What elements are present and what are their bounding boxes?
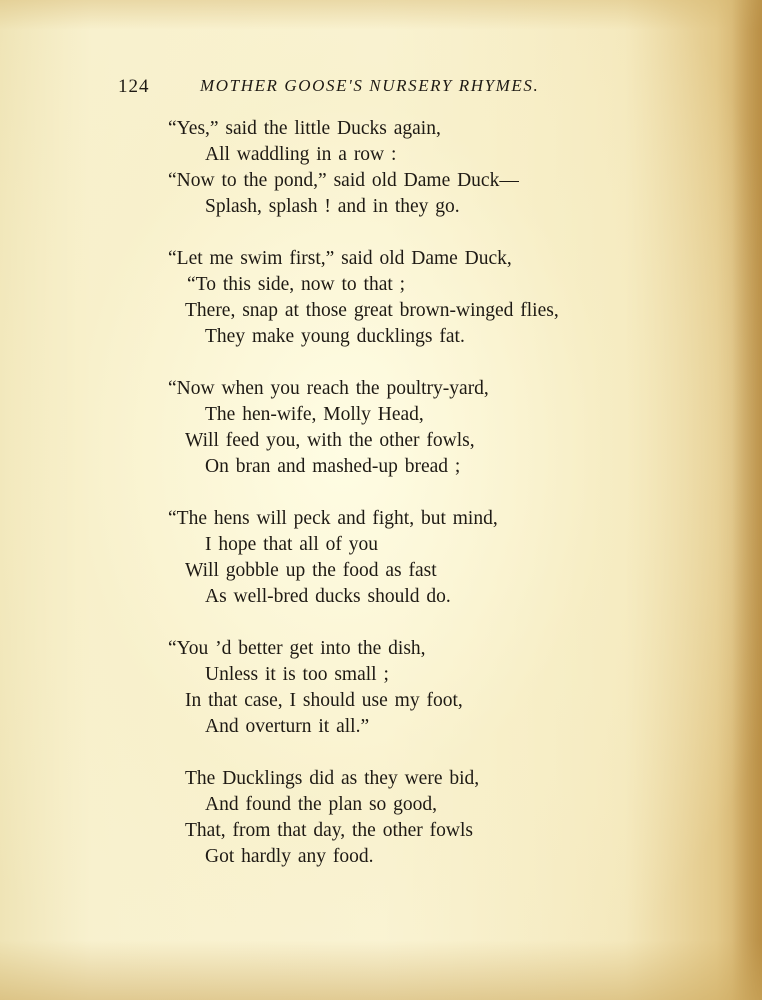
poem-line: “You ’d better get into the dish, <box>168 638 426 659</box>
running-head <box>118 76 568 106</box>
poem-line: And found the plan so good, <box>205 794 438 815</box>
poem-line: Will gobble up the food as fast <box>185 560 437 581</box>
page-number: 124 <box>118 76 150 97</box>
poem-line: Will feed you, with the other fowls, <box>185 430 475 451</box>
poem-line: There, snap at those great brown-winged flies, <box>185 300 559 321</box>
poem-line: I hope that all of you <box>205 534 378 555</box>
page-top-shading <box>0 0 762 30</box>
poem <box>0 116 762 896</box>
poem-line: They make young ducklings fat. <box>205 326 465 347</box>
poem-line: All waddling in a row : <box>205 144 397 165</box>
poem-line: As well-bred ducks should do. <box>205 586 451 607</box>
stanza-3 <box>0 376 762 480</box>
poem-line: “Now when you reach the poultry-yard, <box>168 378 489 399</box>
poem-line: Unless it is too small ; <box>205 664 389 685</box>
poem-line: And overturn it all.” <box>205 716 370 737</box>
page-bottom-shading <box>0 940 762 1000</box>
stanza-1 <box>0 116 762 220</box>
poem-line: “Let me swim first,” said old Dame Duck, <box>168 248 512 269</box>
stanza-5 <box>0 636 762 740</box>
stanza-6 <box>0 766 762 870</box>
poem-line: “Yes,” said the little Ducks again, <box>168 118 441 139</box>
poem-line: “Now to the pond,” said old Dame Duck— <box>168 170 519 191</box>
poem-line: The hen-wife, Molly Head, <box>205 404 424 425</box>
poem-line: Splash, splash ! and in they go. <box>205 196 460 217</box>
poem-line: Got hardly any food. <box>205 846 374 867</box>
stanza-4 <box>0 506 762 610</box>
poem-line: “To this side, now to that ; <box>187 274 406 295</box>
poem-line: The Ducklings did as they were bid, <box>185 768 480 789</box>
poem-line: “The hens will peck and fight, but mind, <box>168 508 498 529</box>
running-title: MOTHER GOOSE'S NURSERY RHYMES. <box>200 76 540 95</box>
poem-line: On bran and mashed-up bread ; <box>205 456 461 477</box>
stanza-2 <box>0 246 762 350</box>
poem-line: In that case, I should use my foot, <box>185 690 463 711</box>
poem-line: That, from that day, the other fowls <box>185 820 473 841</box>
